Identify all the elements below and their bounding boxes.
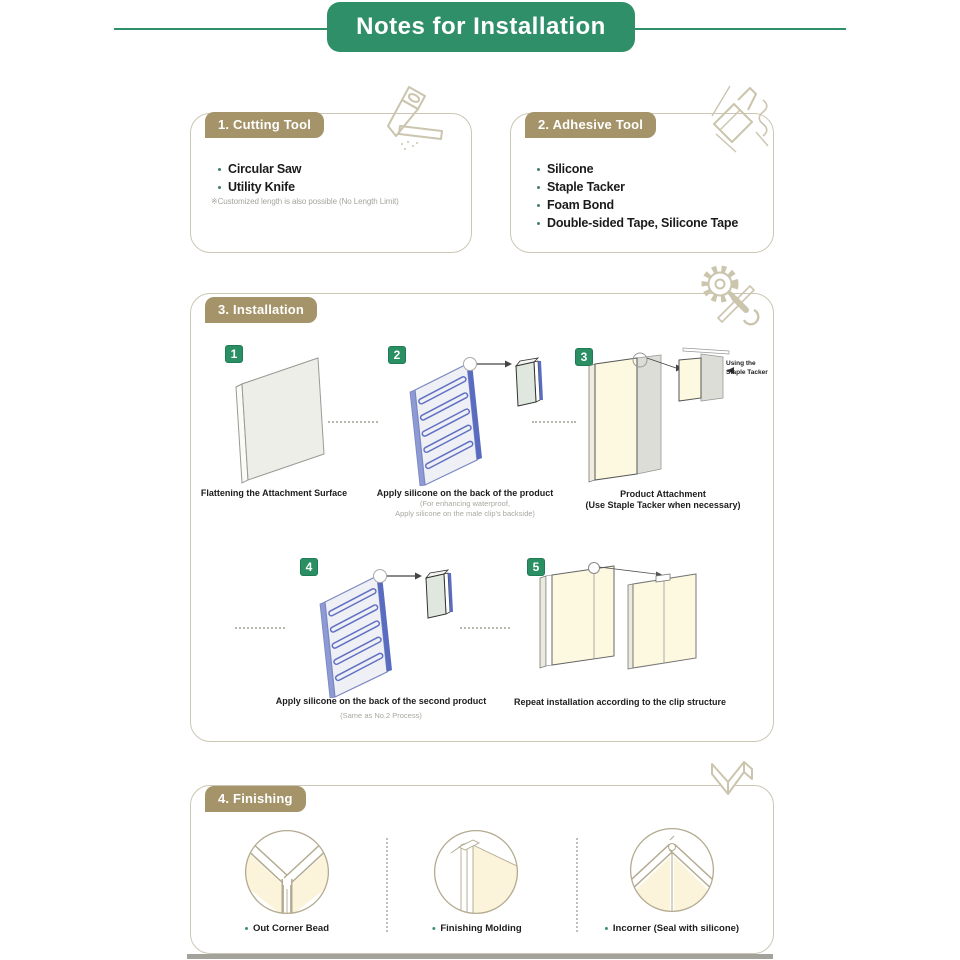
step-separator-dots [532,421,576,423]
step-number: 1 [230,347,238,361]
installation-label-text: 3. Installation [218,302,305,317]
caption-subtext: (Same as No.2 Process) [340,711,422,720]
step5-repeat-illustration [536,558,711,683]
out-corner-bead-illustration [244,829,330,915]
step5-caption [514,697,726,708]
hand-saw-icon [372,84,444,156]
incorner-illustration [629,827,715,913]
caption-text: Apply silicone on the back of the product [376,488,554,498]
step4-silicone-illustration [303,562,457,698]
caulk-tube-icon [700,84,772,156]
list-item-label: Utility Knife [228,180,295,194]
bullet-dot-icon [245,927,248,930]
list-item-label: Foam Bond [547,198,614,212]
cutting-tool-note: ※Customized length is also possible (No Length Limit) [211,197,399,206]
step1-panel-illustration [226,350,330,488]
bottom-edge-bar [187,954,773,959]
gear-wrench-icon [694,262,760,328]
step-number: 2 [393,348,401,362]
step-separator-dots [235,627,285,629]
step2-caption [377,488,554,519]
bullet-dot-icon [605,927,608,930]
step-number: 3 [580,350,588,364]
page-title [327,2,635,52]
step1-caption [201,488,347,499]
finishing-item-label: Incorner (Seal with silicone) [612,923,740,934]
bullet-dot-icon [218,186,221,189]
cutting-tool-label [205,112,324,138]
bullet-dot-icon [537,186,540,189]
step4-caption [276,696,487,721]
finishing-divider [576,838,578,932]
bullet-dot-icon [537,222,540,225]
list-item [218,178,301,196]
finishing-item-finishing-molding [432,923,521,934]
step-number: 4 [305,560,313,574]
list-item [537,178,738,196]
finishing-label [205,786,306,812]
caption-subtext: (For enhancing waterproof, [419,499,511,508]
step-number: 5 [532,560,540,574]
finishing-label-text: 4. Finishing [218,791,293,806]
bullet-dot-icon [537,168,540,171]
annotation-line: Using the [726,360,756,367]
finishing-item-label: Finishing Molding [440,923,522,934]
cutting-tool-label-text: 1. Cutting Tool [218,117,312,132]
cutting-tool-list [218,160,301,196]
finishing-divider [386,838,388,932]
corner-bead-icon [704,758,758,814]
bullet-dot-icon [218,168,221,171]
list-item [537,196,738,214]
finishing-item-label: Out Corner Bead [252,923,330,934]
installation-label [205,297,317,323]
list-item [537,214,738,232]
list-item-label: Staple Tacker [547,180,625,194]
staple-tacker-annotation [726,360,768,377]
step-separator-dots [328,421,378,423]
adhesive-tool-label [525,112,656,138]
caption-text: Apply silicone on the back of the second product [275,696,487,706]
caption-text: (Use Staple Tacker when necessary) [585,500,741,510]
step-separator-dots [460,627,510,629]
caption-subtext: Apply silicone on the male clip's backside) [395,509,535,518]
annotation-line: Staple Tacker [726,368,768,376]
page-title-text: Notes for Installation [356,13,606,40]
bullet-dot-icon [432,927,435,930]
caption-text: Product Attachment [620,489,706,499]
list-item [537,160,738,178]
finishing-item-incorner [605,923,739,934]
finishing-item-out-corner-bead [245,923,329,934]
list-item-label: Circular Saw [228,162,302,176]
step2-silicone-illustration [393,350,547,486]
adhesive-tool-label-text: 2. Adhesive Tool [538,117,644,132]
step3-caption [586,489,741,511]
caption-text: Flattening the Attachment Surface [200,488,348,498]
bullet-dot-icon [537,204,540,207]
list-item-label: Silicone [547,162,594,176]
adhesive-tool-list [537,160,738,232]
list-item [218,160,301,178]
finishing-molding-illustration [433,829,519,915]
list-item-label: Double-sided Tape, Silicone Tape [547,216,739,230]
caption-text: Repeat installation according to the clip structure [513,697,727,707]
